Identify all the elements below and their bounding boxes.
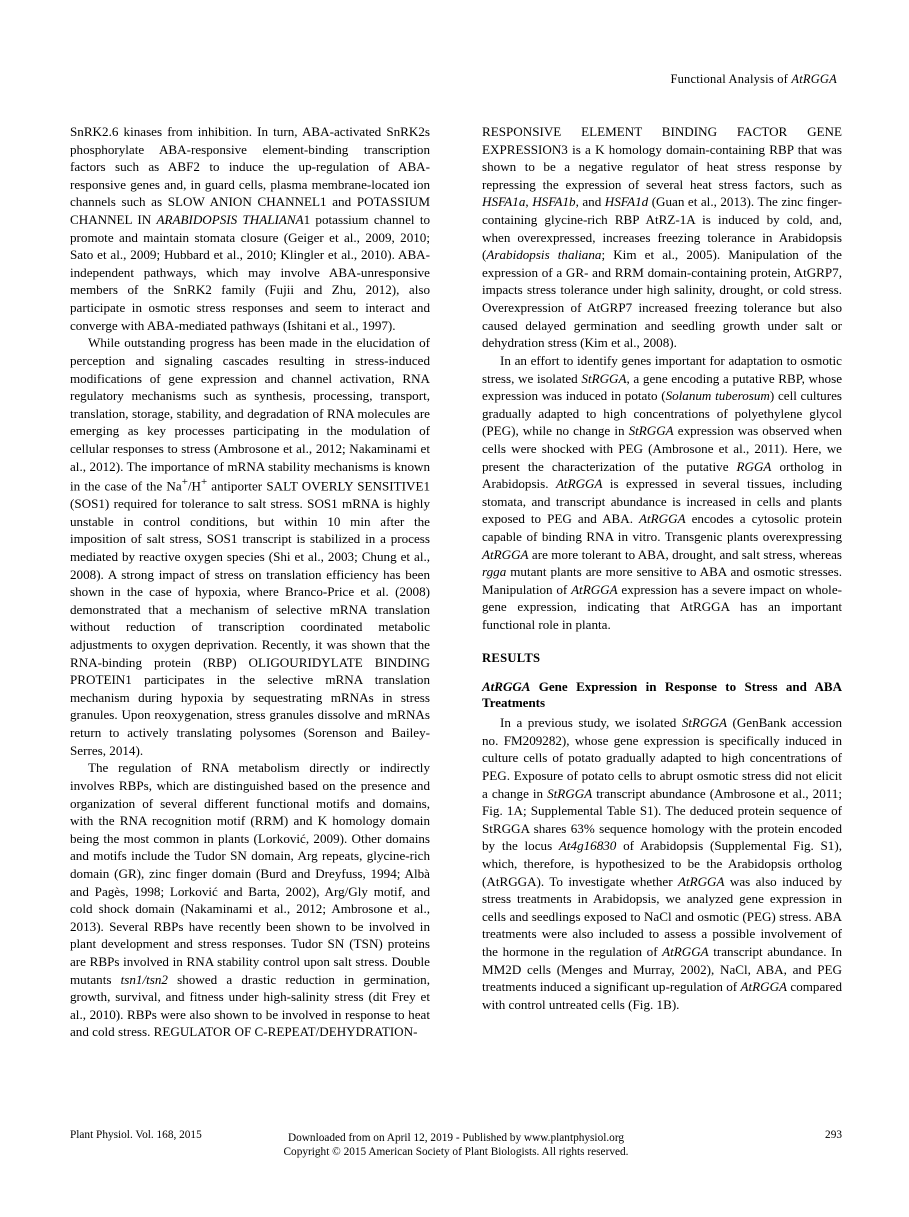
left-column (70, 123, 430, 1041)
subsection-heading: AtRGGA Gene Expression in Response to Stress and ABA Treatments (482, 678, 842, 710)
page-number: 293 (825, 1129, 842, 1141)
paragraph: The regulation of RNA metabolism directly or indirectly involves RBPs, which are distinguished based on the presence and organization of several different functional motifs and domains, with the RNA recognition motif (RRM) and K homology domain being the most common in plants (Lorković, 2009). Other domains and motifs include the Tudor SN domain, Arg repeats, glycine-rich domain (GR), zinc finger domain (Burd and Dreyfuss, 1994; Albà and Pagès, 1998; Lorković and Barta, 2002), Arg/Gly motif, and cold shock domain (Nakaminami et al., 2012; Ambrosone et al., 2013). Several RBPs have recently been shown to be involved in plant development and stress responses. Tudor SN (TSN) proteins are RBPs involved in RNA stability control upon salt stress. Double mutants tsn1/tsn2 showed a drastic reduction in germination, growth, survival, and fitness under high-salinity stress (dit Frey et al., 2010). RBPs were also shown to be involved in response to heat and cold stress. REGULATOR OF C-REPEAT/DEHYDRATION- (70, 760, 430, 1040)
results-heading: RESULTS (482, 650, 541, 665)
paragraph: SnRK2.6 kinases from inhibition. In turn, ABA-activated SnRK2s phosphorylate ABA-responsive element-binding transcription factors such as ABF2 to induce the up-regulation of ABA-responsive genes and, in guard cells, plasma membrane-located ion channels such as SLOW ANION CHANNEL1 and POTASSIUM CHANNEL IN ARABIDOPSIS THALIANA1 potassium channel to promote and maintain stomata closure (Geiger et al., 2009, 2010; Sato et al., 2009; Hubbard et al., 2010; Klingler et al., 2010). ABA-independent pathways, which may involve ABA-unresponsive members of the SnRK2 family (Fujii and Zhu, 2012), also participate in osmotic stress responses and seem to interact and converge with ABA-mediated pathways (Ishitani et al., 1997). (70, 124, 431, 333)
paragraph: While outstanding progress has been made in the elucidation of perception and signaling cascades resulting in stress-induced modifications of gene expression and channel activation, RNA regulatory mechanisms such as synthesis, processing, transport, translation, storage, stability, and degradation of RNA molecules are emerging as key processes participating in the modulation of cellular responses to stress (Ambrosone et al., 2012; Nakaminami et al., 2012). The importance of mRNA stability mechanisms is known in the case of the Na+/H+ antiporter SALT OVERLY SENSITIVE1 (SOS1) required for tolerance to salt stress. SOS1 mRNA is highly unstable in control conditions, but within 10 min after the imposition of salt stress, SOS1 transcript is stabilized in a process mediated by reactive oxygen species (Shi et al., 2003; Chung et al., 2008). A strong impact of stress on translation efficiency has been shown in the case of hypoxia, where Branco-Price et al. (2008) demonstrated that a mechanism of selective mRNA translation without reduction of transcription coordinated metabolic adjustments to oxygen deprivation. Recently, it was shown that the RNA-binding protein (RBP) OLIGOURIDYLATE BINDING PROTEIN1 participates in the selective mRNA translation mechanism during hypoxia by sequestrating mRNAs in stress granules. Upon reoxygenation, stress granules dissolve and mRNAs return to actively translating polysomes (Sorenson and Bailey-Serres, 2014). (70, 335, 430, 758)
paragraph: In a previous study, we isolated StRGGA (GenBank accession no. FM209282), whose gene expression is specifically induced in culture cells of potato gradually adapted to high concentrations of PEG. Exposure of potato cells to abrupt osmotic stress did not elicit a change in StRGGA transcript abundance (Ambrosone et al., 2011; Fig. 1A; Supplemental Table S1). The deduced protein sequence of StRGGA shares 63% sequence homology with the protein encoded by the locus At4g16830 of Arabidopsis (Supplemental Fig. S1), which, therefore, is hypothesized to be the Arabidopsis ortholog (AtRGGA). To investigate whether AtRGGA was also induced by stress treatments in Arabidopsis, we analyzed gene expression in cells and seedlings exposed to NaCl and osmotic (PEG) stress. ABA treatments were also included to assess a possible involvement of the hormone in the regulation of AtRGGA transcript abundance. In MM2D cells (Menges and Murray, 2002), NaCl, ABA, and PEG treatments induced a significant up-regulation of AtRGGA compared with control untreated cells (Fig. 1B). (482, 715, 842, 1012)
two-column-body (70, 123, 842, 1041)
copyright-line: Copyright © 2015 American Society of Plant Biologists. All rights reserved. (283, 1146, 629, 1159)
paragraph: In an effort to identify genes important for adaptation to osmotic stress, we isolated StRGGA, a gene encoding a putative RBP, whose expression was induced in potato (Solanum tuberosum) cell cultures gradually adapted to high concentrations of polyethylene glycol (PEG), while no change in StRGGA expression was observed when cells were shocked with PEG (Ambrosone et al., 2011). Here, we present the characterization of the putative RGGA ortholog in Arabidopsis. AtRGGA is expressed in several tissues, including stomata, and transcript abundance is increased in cells and plants exposed to PEG and ABA. AtRGGA encodes a cytosolic protein capable of binding RNA in vitro. Transgenic plants overexpressing AtRGGA are more tolerant to ABA, drought, and salt stress, whereas rgga mutant plants are more sensitive to ABA and osmotic stresses. Manipulation of AtRGGA expression has a severe impact on whole-gene expression, indicating that AtRGGA has an important functional role in planta. (482, 352, 843, 633)
right-column (482, 123, 842, 1041)
page-footer (70, 1129, 842, 1173)
download-notice (70, 1131, 842, 1160)
journal-citation: Plant Physiol. Vol. 168, 2015 (70, 1129, 202, 1141)
paragraph: RESPONSIVE ELEMENT BINDING FACTOR GENE EXPRESSION3 is a K homology domain-containing RBP that was shown to be a negative regulator of heat stress response by repressing the expression of several heat stress factors, such as HSFA1a, HSFA1b, and HSFA1d (Guan et al., 2013). The zinc finger-containing glycine-rich RBP AtRZ-1A is induced by cold, and, when overexpressed, increases freezing tolerance in Arabidopsis (Arabidopsis thaliana; Kim et al., 2005). Manipulation of the expression of a GR- and RRM domain-containing protein, AtGRP7, impacts stress tolerance under high salinity, drought, or cold stress. Overexpression of AtGRP7 increased freezing tolerance but also caused delayed germination and seedling growth under salt or dehydration stress (Kim et al., 2008). (482, 124, 842, 351)
running-head-gene: AtRGGA (791, 72, 837, 86)
download-notice-line1: Downloaded from on April 12, 2019 - Published by www.plantphysiol.org (287, 1132, 625, 1144)
running-head (670, 72, 837, 87)
running-head-prefix: Functional Analysis of (670, 72, 792, 86)
